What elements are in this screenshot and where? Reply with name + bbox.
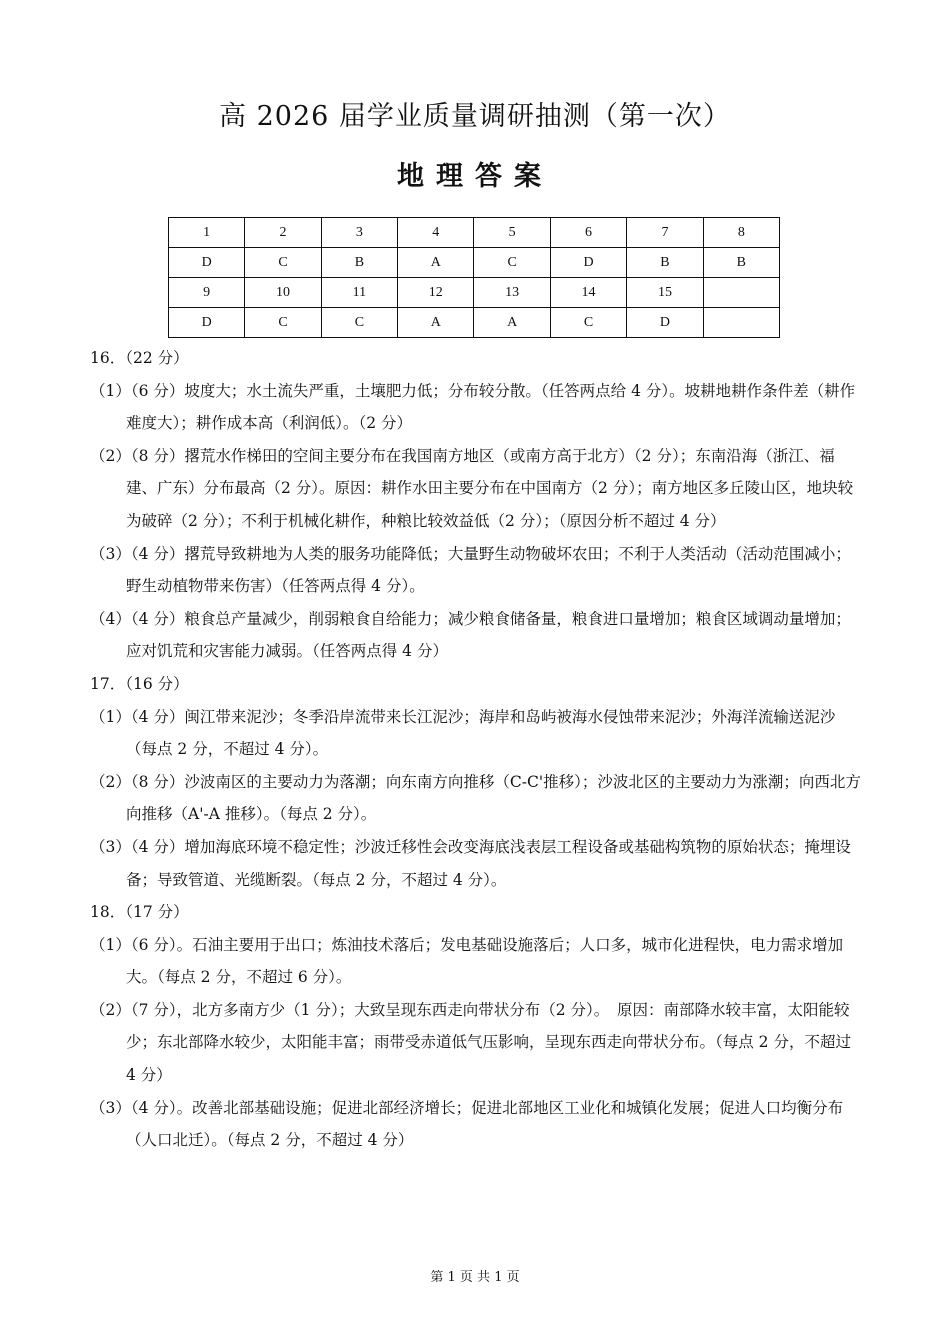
- question-18: [90, 896, 862, 1157]
- answer-item: （3）（4 分）。改善北部基础设施；促进北部经济增长；促进北部地区工业化和城镇化发展；促进人口均衡分布（人口北迁）。（每点 2 分，不超过 4 分）: [90, 1098, 844, 1150]
- table-cell: C: [550, 308, 626, 338]
- table-cell: 6: [550, 218, 626, 248]
- table-cell: C: [245, 248, 321, 278]
- table-cell: 11: [321, 278, 397, 308]
- answer-item: （3）（4 分）撂荒导致耕地为人类的服务功能降低；大量野生动物破坏农田；不利于人类活动（活动范围减小；野生动植物带来伤害）（任答两点得 4 分）。: [90, 544, 851, 596]
- table-cell: B: [703, 248, 779, 278]
- answer-item: （1）（6 分）。石油主要用于出口；炼油技术落后；发电基础设施落后；人口多，城市化进程快，电力需求增加大。（每点 2 分，不超过 6 分）。: [90, 935, 844, 987]
- question-heading: 18．（17 分）: [90, 903, 189, 922]
- answer-table: [168, 217, 780, 338]
- document-subtitle: 地理答案: [397, 161, 553, 192]
- answer-item: （2）（7 分），北方多南方少（1 分）；大致呈现东西走向带状分布（2 分）。 原因：南部降水较丰富，太阳能较少；东北部降水较少，太阳能丰富；雨带受赤道低气压影响，呈现东西走向带状分布。（每点 2 分，不超过 4 分）: [90, 1000, 851, 1085]
- answer-item: （1）（4 分）闽江带来泥沙；冬季沿岸流带来长江泥沙；海岸和岛屿被海水侵蚀带来泥沙；外海洋流输送泥沙（每点 2 分，不超过 4 分）。: [90, 707, 836, 759]
- table-cell: 3: [321, 218, 397, 248]
- document-title: 高 2026 届学业质量调研抽测（第一次）: [219, 101, 731, 132]
- table-cell: D: [169, 248, 245, 278]
- table-cell: C: [474, 248, 550, 278]
- table-cell: B: [627, 248, 703, 278]
- table-cell: A: [398, 248, 474, 278]
- table-cell: A: [398, 308, 474, 338]
- table-cell: C: [245, 308, 321, 338]
- table-cell: [703, 278, 779, 308]
- table-cell: B: [321, 248, 397, 278]
- table-cell: 12: [398, 278, 474, 308]
- table-cell: 10: [245, 278, 321, 308]
- question-heading: 17．（16 分）: [90, 674, 189, 693]
- table-cell: 8: [703, 218, 779, 248]
- table-cell: 9: [169, 278, 245, 308]
- table-cell: 7: [627, 218, 703, 248]
- table-row: [169, 308, 780, 338]
- page-number: 第 1 页 共 1 页: [430, 1270, 520, 1285]
- question-heading: 16．（22 分）: [90, 349, 189, 367]
- answer-item: （2）（8 分）撂荒水作梯田的空间主要分布在我国南方地区（或南方高于北方）（2 分）；东南沿海（浙江、福建、广东）分布最高（2 分）。原因：耕作水田主要分布在中国南方（2 分）；南方地区多丘陵山区，地块较为破碎（2 分）；不利于机械化耕作，种粮比较效益低（2 分）；（原因分析不超过 4 分）: [90, 446, 854, 530]
- table-cell: D: [550, 248, 626, 278]
- table-cell: D: [169, 308, 245, 338]
- table-cell: 14: [550, 278, 626, 308]
- table-cell: 5: [474, 218, 550, 248]
- question-17: [90, 668, 862, 896]
- question-16: [90, 342, 862, 668]
- answer-item: （2）（8 分）沙波南区的主要动力为落潮；向东南方向推移（C-C'推移）；沙波北区的主要动力为涨潮；向西北方向推移（A'-A 推移）。（每点 2 分）。: [90, 772, 861, 824]
- table-cell: 2: [245, 218, 321, 248]
- answer-item: （1）（6 分）坡度大；水土流失严重，土壤肥力低；分布较分散。（任答两点给 4 分）。坡耕地耕作条件差（耕作难度大）；耕作成本高（利润低）。（2 分）: [90, 381, 856, 433]
- table-cell: D: [627, 308, 703, 338]
- table-cell: 1: [169, 218, 245, 248]
- answer-content: [90, 342, 862, 1157]
- table-cell: 4: [398, 218, 474, 248]
- table-cell: 13: [474, 278, 550, 308]
- answer-item: （4）（4 分）粮食总产量减少，削弱粮食自给能力；减少粮食储备量，粮食进口量增加；粮食区域调动量增加；应对饥荒和灾害能力减弱。（任答两点得 4 分）: [90, 609, 851, 661]
- table-row: [169, 278, 780, 308]
- table-cell: A: [474, 308, 550, 338]
- table-row: [169, 218, 780, 248]
- answer-item: （3）（4 分）增加海底环境不稳定性；沙波迁移性会改变海底浅表层工程设备或基础构筑物的原始状态；掩埋设备；导致管道、光缆断裂。（每点 2 分，不超过 4 分）。: [90, 837, 851, 889]
- table-cell: C: [321, 308, 397, 338]
- table-cell: [703, 308, 779, 338]
- table-row: [169, 248, 780, 278]
- table-cell: 15: [627, 278, 703, 308]
